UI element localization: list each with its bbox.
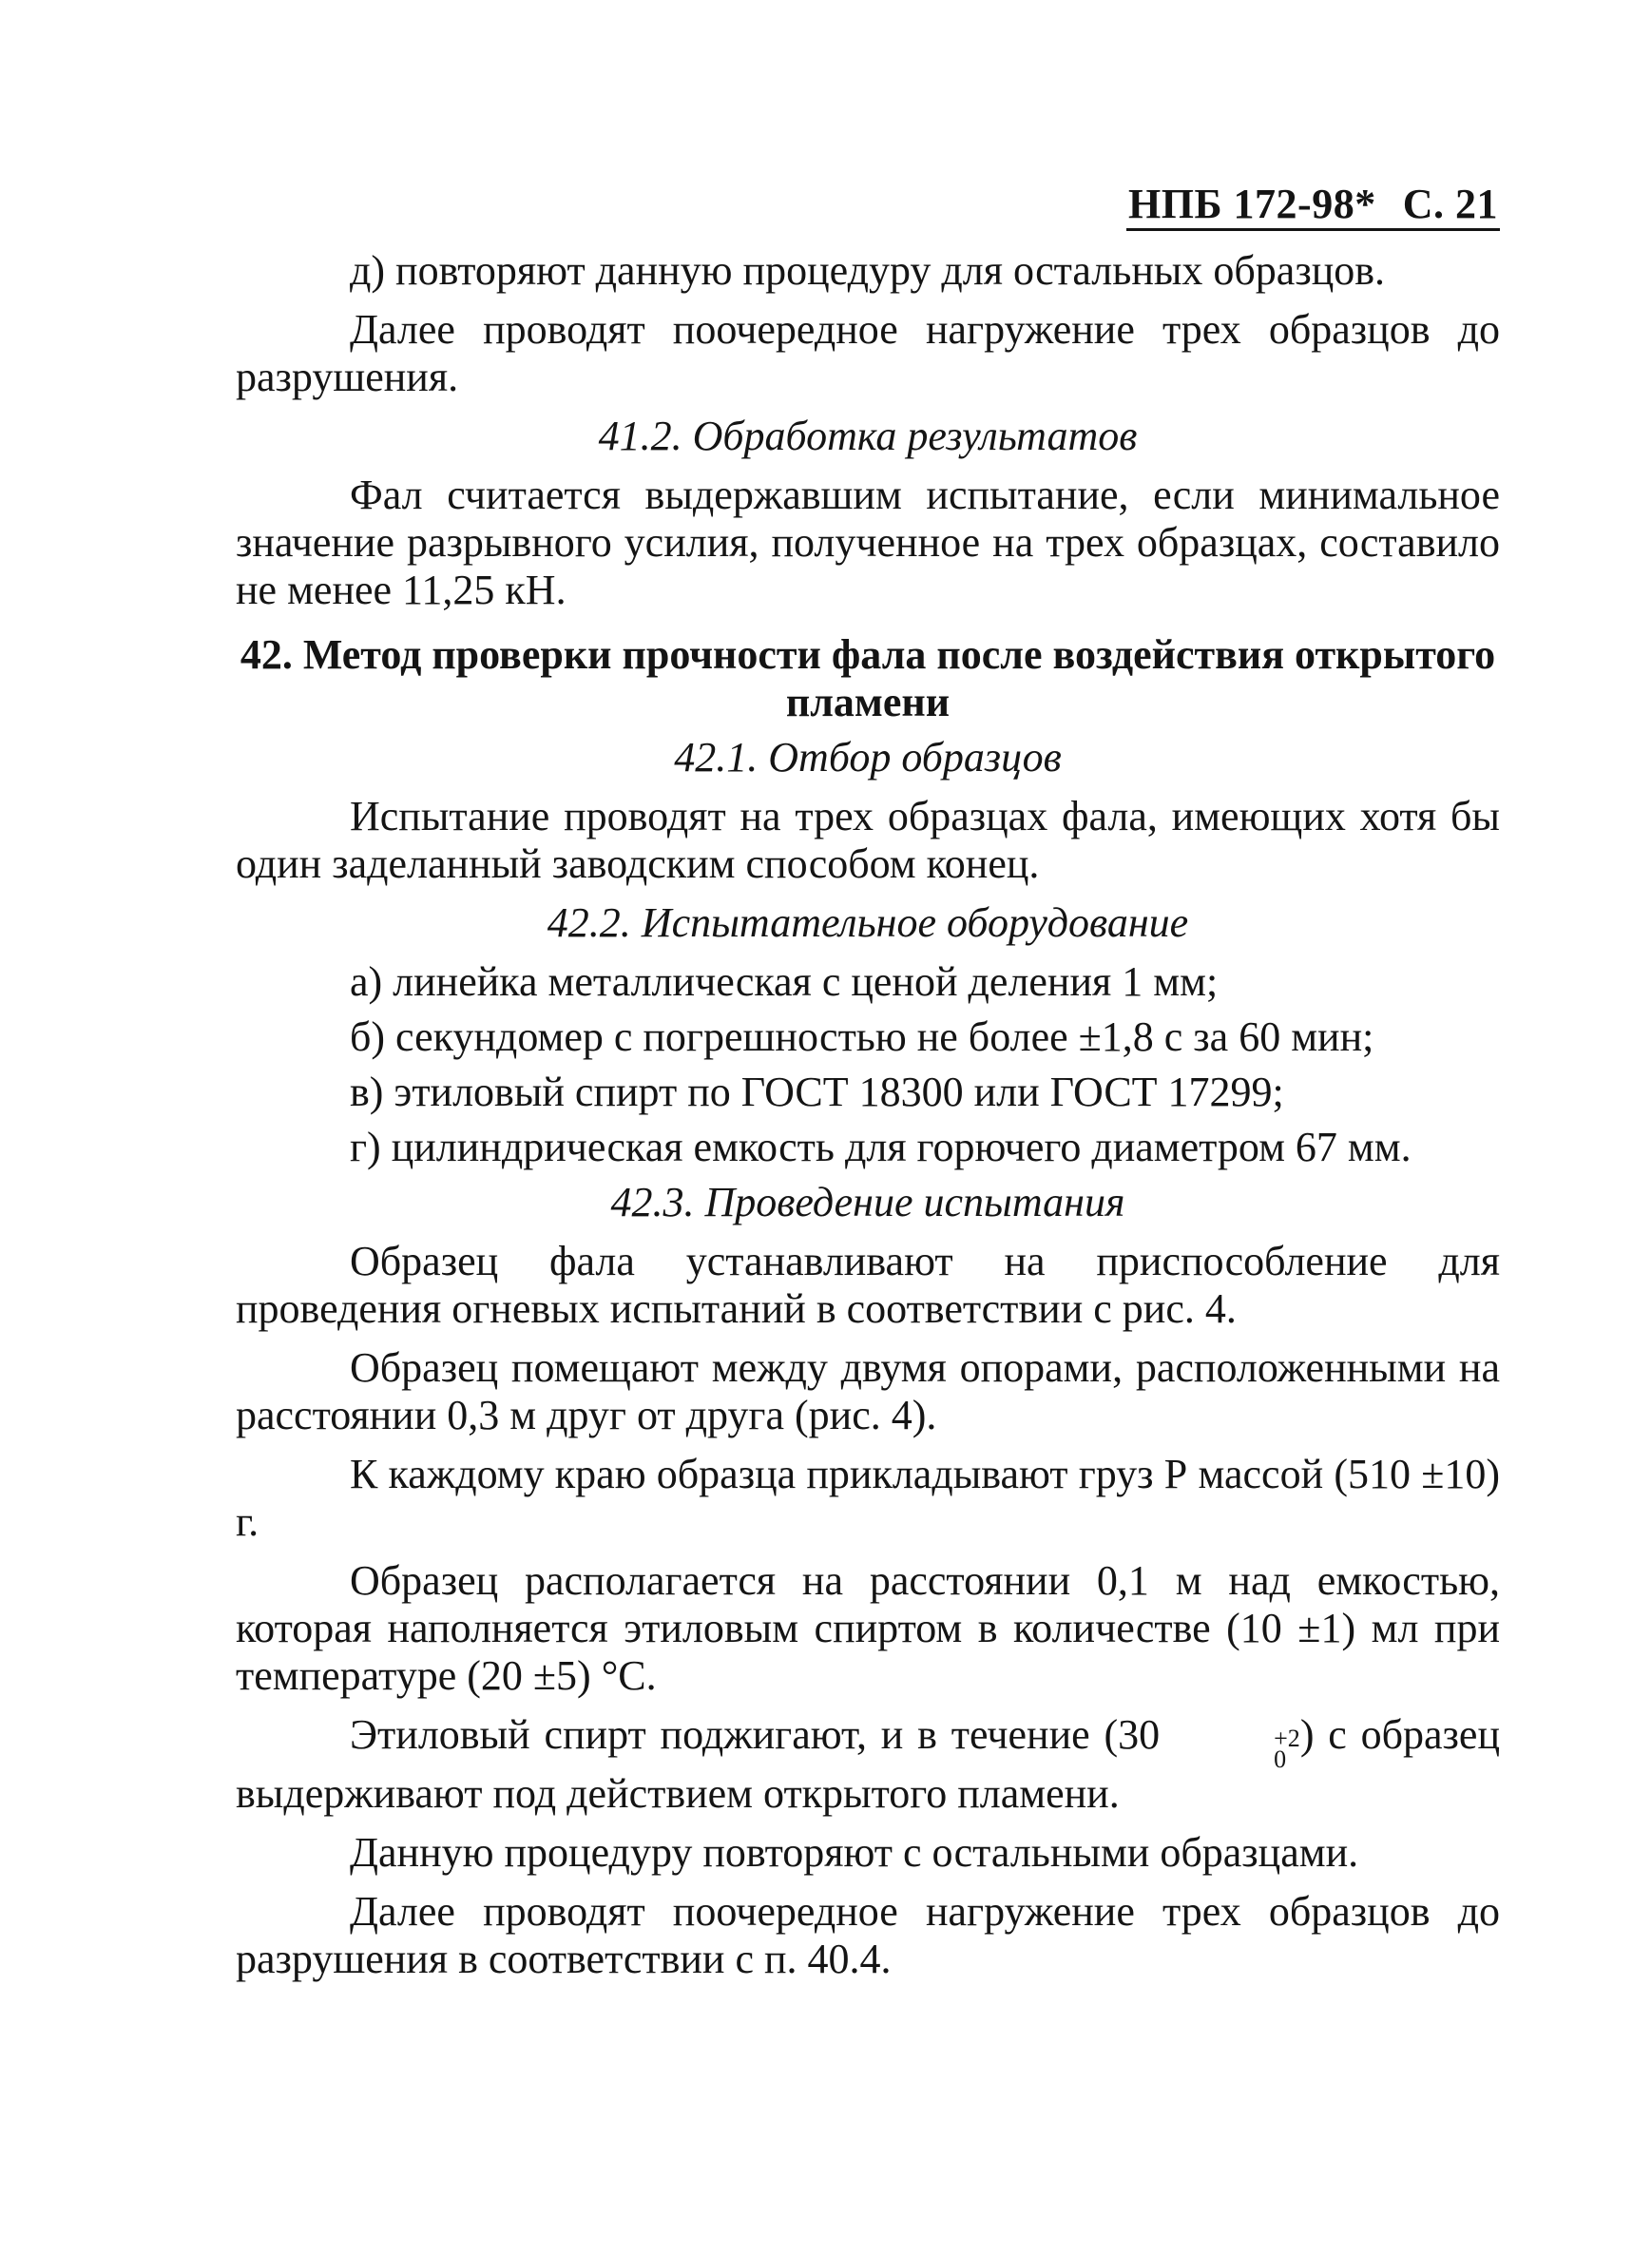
tolerance-upper: +2 [1274,1725,1300,1752]
list-item: г) цилиндрическая емкость для горючего диаметром 67 мм. [350,1124,1412,1170]
ignition-text-before: Этиловый спирт поджигают, и в течение ( [350,1711,1119,1758]
paragraph: д) повторяют данную процедуру для остальных образцов. [350,247,1386,294]
subsection-title-42-2: 42.2. Испытательное оборудование [547,899,1189,946]
page-number: С. 21 [1402,181,1498,227]
header-line [1126,181,1500,231]
paragraph: Образец располагается на расстоянии 0,1 м над емкостью, которая наполняется этиловым спиртом в количестве (10 ±1) мл при температуре (20 ±5) °С. [236,1557,1500,1699]
doc-code: НПБ 172-98* [1128,181,1376,227]
list-item: в) этиловый спирт по ГОСТ 18300 или ГОСТ 17299; [350,1069,1284,1115]
paragraph: Образец фала устанавливают на приспособление для проведения огневых испытаний в соответствии с рис. 4. [236,1238,1500,1332]
ignition-text-after: ) с образец выдерживают под действием открытого пламени. [236,1711,1500,1817]
subsection-title-42-3: 42.3. Проведение испытания [610,1179,1125,1225]
time-tolerance [1160,1725,1300,1773]
page-header [236,181,1500,236]
paragraph: Испытание проводят на трех образцах фала, имеющих хотя бы один заделанный заводским способом конец. [236,793,1500,887]
tolerance-lower: 0 [1274,1745,1287,1773]
paragraph: Образец помещают между двумя опорами, расположенными на расстоянии 0,3 м друг от друга (рис. 4). [236,1344,1500,1438]
subsection-title-42-1: 42.1. Отбор образцов [674,734,1062,781]
subsection-title-41-2: 41.2. Обработка результатов [598,413,1138,459]
list-item: а) линейка металлическая с ценой деления 1 мм; [350,958,1219,1005]
document-page [236,181,1500,1995]
paragraph: Данную процедуру повторяют с остальными образцами. [350,1829,1359,1876]
list-item: б) секундомер с погрешностью не более ±1,8 с за 60 мин; [350,1013,1374,1060]
ignition-paragraph [236,1711,1500,1818]
paragraph: Далее проводят поочередное нагружение трех образцов до разрушения в соответствии с п. 40.4. [236,1888,1500,1982]
time-base: 30 [1118,1711,1161,1758]
paragraph: Фал считается выдержавшим испытание, если минимальное значение разрывного усилия, полученное на трех образцах, составило не менее 11,25 кН. [236,472,1500,613]
section-title-42: 42. Метод проверки прочности фала после воздействия открытого пламени [240,631,1496,725]
paragraph: Далее проводят поочередное нагружение трех образцов до разрушения. [236,306,1500,400]
paragraph: К каждому краю образца прикладывают груз Р массой (510 ±10) г. [236,1451,1500,1545]
